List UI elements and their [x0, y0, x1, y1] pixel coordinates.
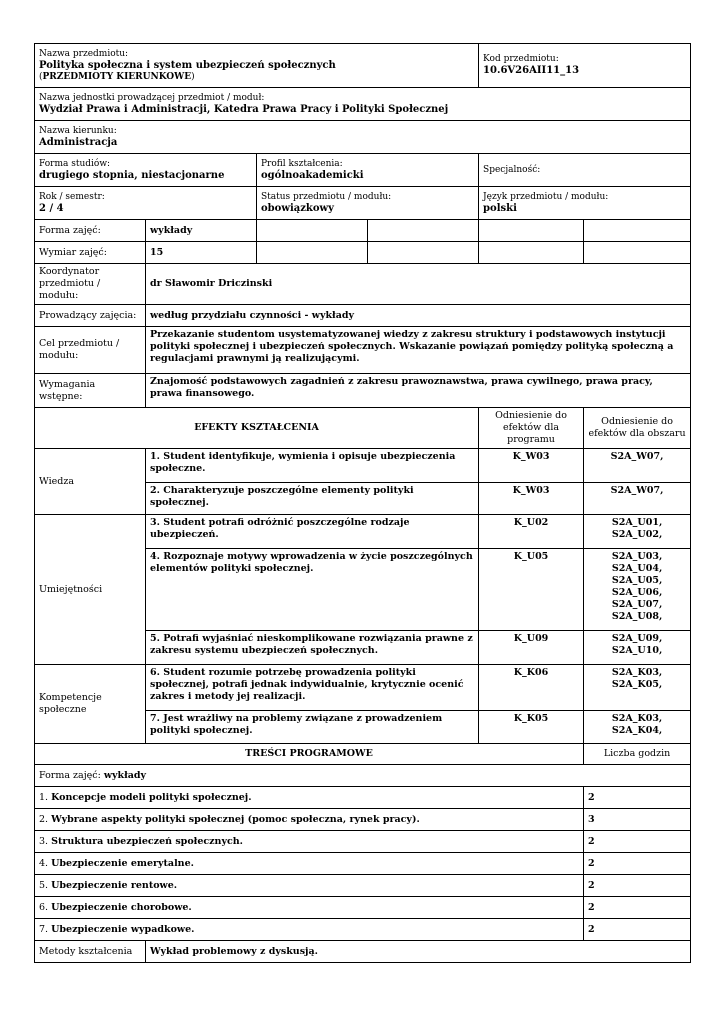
class-form-value: wykłady: [146, 220, 257, 242]
effect-program-code: K_W03: [479, 449, 584, 483]
topic-title: Ubezpieczenie emerytalne.: [51, 857, 194, 869]
effect-program-code: K_U05: [479, 549, 584, 631]
topic-title: Ubezpieczenie rentowe.: [51, 879, 178, 891]
topic-hours: 2: [584, 919, 691, 941]
topic-title-cell: [35, 831, 584, 853]
topic-title: Wybrane aspekty polityki społecznej (pomoc społeczna, rynek pracy).: [51, 813, 420, 825]
topic-hours: 2: [584, 787, 691, 809]
topic-hours: 3: [584, 809, 691, 831]
effect-text: 2. Charakteryzuje poszczególne elementy polityki społecznej.: [146, 483, 479, 515]
language-label: Język przedmiotu / modułu:: [483, 191, 609, 202]
effect-text: 5. Potrafi wyjaśniać nieskomplikowane rozwiązania prawne z zakresu systemu ubezpieczeń społecznych.: [146, 631, 479, 665]
class-hours-value: 15: [146, 242, 257, 264]
topic-number: 2.: [39, 813, 49, 825]
topic-title: Struktura ubezpieczeń społecznych.: [51, 835, 243, 847]
unit-cell: [35, 88, 691, 121]
topic-row: [35, 787, 691, 809]
topic-number: 1.: [39, 791, 49, 803]
topic-row: [35, 919, 691, 941]
year-cell: [35, 187, 257, 220]
topic-number: 6.: [39, 901, 49, 913]
effect-text: 7. Jest wrażliwy na problemy związane z prowadzeniem polityki społecznej.: [146, 711, 479, 744]
status-label: Status przedmiotu / modułu:: [261, 191, 392, 202]
unit-value: Wydział Prawa i Administracji, Katedra Prawa Pracy i Polityki Społecznej: [39, 103, 449, 115]
methods-row: [35, 941, 691, 963]
effect-row: [35, 665, 691, 711]
goal-label: Cel przedmiotu / modułu:: [35, 327, 146, 374]
topic-title-cell: [35, 875, 584, 897]
topic-number: 4.: [39, 857, 49, 869]
effect-area-code: S2A_W07,: [584, 449, 691, 483]
topic-row: [35, 853, 691, 875]
topic-row: [35, 897, 691, 919]
content-heading: TREŚCI PROGRAMOWE: [35, 744, 584, 765]
methods-value: Wykład problemowy z dyskusją.: [146, 941, 691, 963]
effect-group-label: Kompetencje społeczne: [35, 665, 146, 744]
requirements-label: Wymagania wstępne:: [35, 374, 146, 408]
study-form-value: drugiego stopnia, niestacjonarne: [39, 169, 225, 181]
topic-row: [35, 831, 691, 853]
effect-area-code: S2A_U09, S2A_U10,: [584, 631, 691, 665]
effect-text: 4. Rozpoznaje motywy wprowadzenia w życie poszczególnych elementów polityki społecznej.: [146, 549, 479, 631]
subject-group: PRZEDMIOTY KIERUNKOWE: [42, 71, 192, 82]
status-value: obowiązkowy: [261, 202, 334, 214]
year-row: [35, 187, 691, 220]
effect-area-code: S2A_W07,: [584, 483, 691, 515]
effect-program-code: K_W03: [479, 483, 584, 515]
code-label: Kod przedmiotu:: [483, 54, 559, 64]
content-form-value: wykłady: [103, 769, 147, 781]
language-value: polski: [483, 202, 517, 214]
topic-title-cell: [35, 919, 584, 941]
coordinator-label: Koordynator przedmiotu / modułu:: [35, 264, 146, 305]
requirements-value: Znajomość podstawowych zagadnień z zakresu prawoznawstwa, prawa cywilnego, prawa pracy, prawa finansowego.: [146, 374, 691, 408]
methods-label: Metody kształcenia: [35, 941, 146, 963]
effect-group-label: Umiejętności: [35, 515, 146, 665]
effect-text: 6. Student rozumie potrzebę prowadzenia polityki społecznej, potrafi jednak indywidualnie, krytycznie ocenić zakres i metody jej realizacji.: [146, 665, 479, 711]
direction-cell: [35, 121, 691, 154]
coordinator-value: dr Sławomir Driczinski: [146, 264, 691, 305]
topic-hours: 2: [584, 875, 691, 897]
code-value: 10.6V26AII11_13: [483, 65, 580, 76]
class-hours-row: [35, 242, 691, 264]
topic-number: 7.: [39, 923, 49, 935]
effect-group-label: Wiedza: [35, 449, 146, 515]
profile-cell: [257, 154, 479, 187]
content-form-cell: [35, 765, 691, 787]
effect-program-code: K_U09: [479, 631, 584, 665]
topic-number: 5.: [39, 879, 49, 891]
code-cell: [479, 44, 691, 88]
effects-program-header: Odniesienie do efektów dla programu: [479, 408, 584, 449]
unit-row: [35, 88, 691, 121]
subject-name: Polityka społeczna i system ubezpieczeń społecznych: [39, 59, 336, 71]
effect-text: 3. Student potrafi odróżnić poszczególne rodzaje ubezpieczeń.: [146, 515, 479, 549]
profile-label: Profil kształcenia:: [261, 158, 343, 169]
effect-program-code: K_U02: [479, 515, 584, 549]
header-row: [35, 44, 691, 88]
effect-program-code: K_K06: [479, 665, 584, 711]
effects-header-row: [35, 408, 691, 449]
unit-label: Nazwa jednostki prowadzącej przedmiot / moduł:: [39, 92, 265, 103]
topic-hours: 2: [584, 897, 691, 919]
direction-value: Administracja: [39, 136, 118, 148]
effect-row: [35, 449, 691, 483]
topic-title: Ubezpieczenie chorobowe.: [51, 901, 192, 913]
topic-title: Ubezpieczenie wypadkowe.: [51, 923, 195, 935]
effect-text: 1. Student identyfikuje, wymienia i opisuje ubezpieczenia społeczne.: [146, 449, 479, 483]
coordinator-row: [35, 264, 691, 305]
content-form-label: Forma zajęć:: [39, 769, 101, 781]
effect-area-code: S2A_U01, S2A_U02,: [584, 515, 691, 549]
effect-program-code: K_K05: [479, 711, 584, 744]
status-cell: [257, 187, 479, 220]
study-form-row: [35, 154, 691, 187]
teachers-row: [35, 305, 691, 327]
subject-label: Nazwa przedmiotu:: [39, 48, 129, 59]
class-form-label: Forma zajęć:: [35, 220, 146, 242]
effects-heading: EFEKTY KSZTAŁCENIA: [35, 408, 479, 449]
course-syllabus-table: [34, 43, 691, 963]
goal-row: [35, 327, 691, 374]
topic-hours: 2: [584, 853, 691, 875]
profile-value: ogólnoakademicki: [261, 169, 364, 181]
class-form-row: [35, 220, 691, 242]
topic-row: [35, 809, 691, 831]
subject-cell: Nazwa przedmiotu: Polityka społeczna i system ubezpieczeń społecznych (PRZEDMIOTY KIERUNKOWE): [35, 44, 479, 88]
content-form-row: [35, 765, 691, 787]
study-form-label: Forma studiów:: [39, 158, 111, 169]
topic-title-cell: [35, 897, 584, 919]
teachers-label: Prowadzący zajęcia:: [35, 305, 146, 327]
effect-area-code: S2A_K03, S2A_K05,: [584, 665, 691, 711]
topic-title-cell: [35, 809, 584, 831]
teachers-value: według przydziału czynności - wykłady: [146, 305, 691, 327]
effect-row: [35, 515, 691, 549]
year-value: 2 / 4: [39, 202, 64, 214]
effect-area-code: S2A_U03, S2A_U04, S2A_U05, S2A_U06, S2A_U07, S2A_U08,: [584, 549, 691, 631]
language-cell: [479, 187, 691, 220]
specialty-label: Specjalność:: [483, 164, 541, 175]
content-header-row: [35, 744, 691, 765]
study-form-cell: [35, 154, 257, 187]
goal-value: Przekazanie studentom usystematyzowanej wiedzy z zakresu struktury i podstawowych instytucji polityki społecznej i ubezpieczeń społecznych. Wskazanie powiązań pomiędzy polityką społeczną a regulacjami prawnymi ją realizującymi.: [146, 327, 691, 374]
direction-row: [35, 121, 691, 154]
topic-title: Koncepcje modeli polityki społecznej.: [51, 791, 252, 803]
topic-title-cell: [35, 853, 584, 875]
topic-number: 3.: [39, 835, 49, 847]
topic-title-cell: [35, 787, 584, 809]
content-hours-heading: Liczba godzin: [584, 744, 691, 765]
topic-hours: 2: [584, 831, 691, 853]
effect-area-code: S2A_K03, S2A_K04,: [584, 711, 691, 744]
effects-area-header: Odniesienie do efektów dla obszaru: [584, 408, 691, 449]
class-hours-label: Wymiar zajęć:: [35, 242, 146, 264]
year-label: Rok / semestr:: [39, 191, 105, 202]
topic-row: [35, 875, 691, 897]
direction-label: Nazwa kierunku:: [39, 125, 117, 136]
requirements-row: [35, 374, 691, 408]
specialty-cell: [479, 154, 691, 187]
